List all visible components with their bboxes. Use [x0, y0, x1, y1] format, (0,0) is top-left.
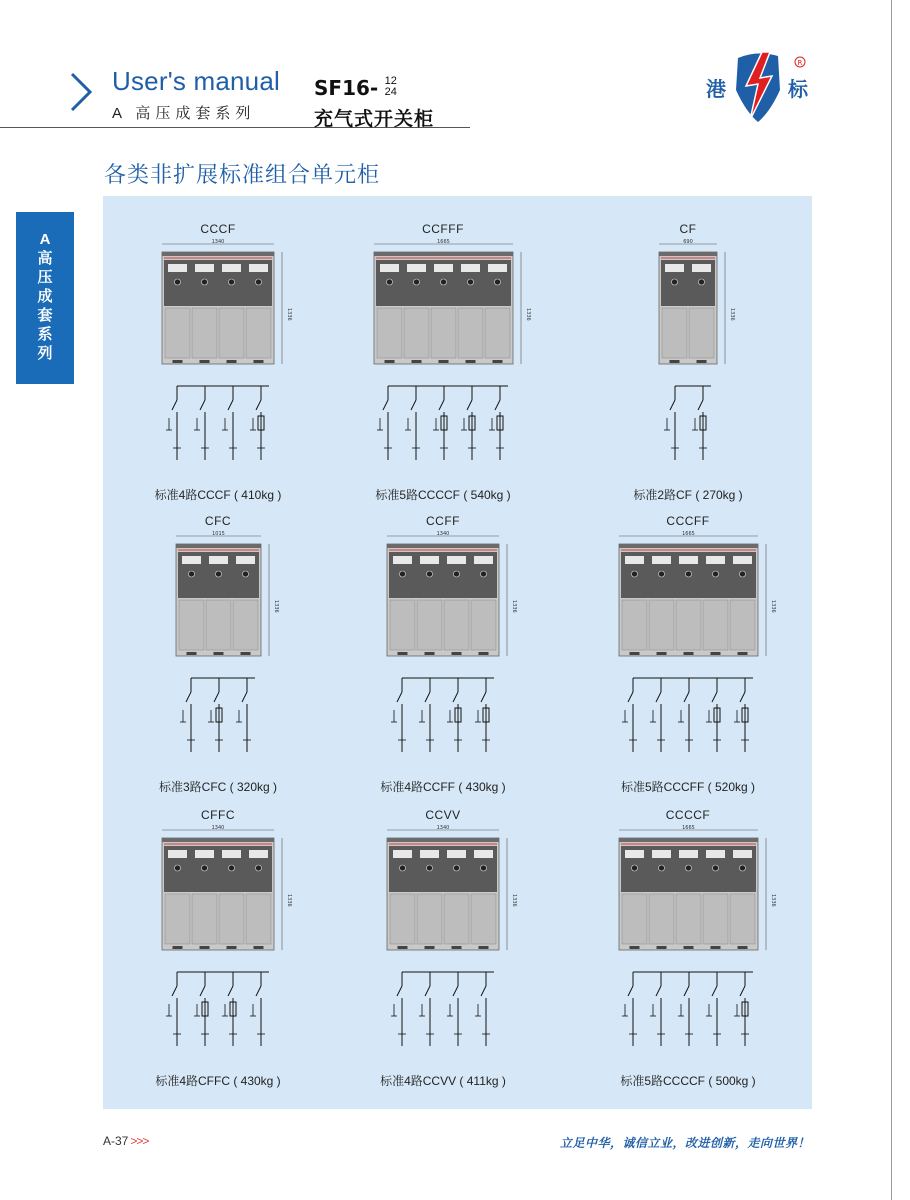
cabinet-indicator-panel [168, 850, 187, 858]
cabinet-operating-knob [229, 279, 235, 285]
cabinet-busbar [176, 544, 261, 548]
cabinet-door [703, 600, 728, 650]
unit-code: CCVV [425, 808, 461, 822]
single-line-diagram [171, 674, 265, 758]
cabinet-door [219, 894, 244, 944]
width-dimension-label: 1340 [211, 239, 225, 245]
series-subtitle: A 高压成套系列 [112, 105, 256, 122]
model-voltage-bottom: 24 [384, 86, 397, 98]
cabinet-door [622, 894, 647, 944]
schematic-switch [628, 692, 633, 702]
cabinet-front-view [170, 530, 295, 672]
height-dimension-label: 1336 [511, 894, 517, 907]
cabinet-foot [384, 360, 394, 363]
cabinet-busbar [387, 838, 499, 842]
product-name: 充气式开关柜 [314, 109, 435, 130]
single-line-diagram [382, 968, 504, 1052]
cabinet-door [485, 308, 510, 358]
cabinet-indicator-panel [706, 556, 725, 564]
cabinet-door [730, 600, 755, 650]
cabinet-indicator-panel [249, 850, 268, 858]
cabinet-operating-knob [454, 865, 460, 871]
cabinet-indicator-panel [474, 850, 493, 858]
width-dimension-label: 1340 [211, 825, 225, 831]
single-line-diagram [613, 968, 763, 1052]
unit-caption: 标准4路CFFC ( 430kg ) [155, 1074, 281, 1088]
chevron-right-icon [68, 70, 94, 114]
svg-text:标: 标 [788, 77, 808, 101]
cabinet-operating-knob [712, 865, 718, 871]
cabinet-foot [737, 652, 747, 655]
model-voltage [385, 76, 397, 98]
unit-caption: 标准4路CCFF ( 430kg ) [380, 780, 506, 794]
cabinet-foot [398, 652, 408, 655]
cabinet-door [377, 308, 402, 358]
cabinet-indicator-panel [195, 264, 214, 272]
cabinet-foot [710, 652, 720, 655]
schematic-switch [256, 986, 261, 996]
cabinet-door [179, 600, 204, 650]
cabinet-indicator-panel [679, 850, 698, 858]
schematic-switch [467, 400, 472, 410]
cabinet-operating-knob [202, 865, 208, 871]
single-line-diagram [655, 382, 721, 466]
cabinet-indicator-panel [209, 556, 228, 564]
cabinet-operating-knob [685, 571, 691, 577]
unit-code: CCFF [426, 514, 460, 528]
cabinet-foot [254, 360, 264, 363]
cabinet-foot [227, 946, 237, 949]
cabinet-indicator-panel [625, 850, 644, 858]
schematic-switch [628, 986, 633, 996]
cabinet-operating-knob [400, 571, 406, 577]
cabinet-door [676, 894, 701, 944]
cabinet-indicator-panel [652, 850, 671, 858]
cabinet-indicator-panel [733, 850, 752, 858]
unit-caption: 标准5路CCCFF ( 520kg ) [620, 780, 756, 794]
cabinet-operating-knob [739, 571, 745, 577]
cabinet-foot [452, 946, 462, 949]
cabinet-door [444, 894, 469, 944]
cabinet-door [206, 600, 231, 650]
schematic-switch [481, 986, 486, 996]
cabinet-operating-knob [215, 571, 221, 577]
cabinet-busbar [162, 252, 274, 256]
cabinet-operating-knob [256, 865, 262, 871]
schematic-switch [453, 692, 458, 702]
schematic-switch [425, 692, 430, 702]
cabinet-indicator-panel [380, 264, 399, 272]
cabinet-operating-knob [712, 571, 718, 577]
cabinet-busbar [659, 252, 717, 256]
cabinet-door [662, 308, 687, 358]
cabinet-operating-knob [188, 571, 194, 577]
single-line-diagram [157, 968, 279, 1052]
unit-code: CFC [204, 514, 232, 528]
schematic-switch [712, 986, 717, 996]
height-dimension-label: 1336 [286, 308, 292, 321]
schematic-switch [453, 986, 458, 996]
cabinet-door [390, 600, 415, 650]
manual-title: User's manual [112, 66, 280, 96]
cabinet-foot [411, 360, 421, 363]
cabinet-operating-knob [672, 279, 678, 285]
section-title: 各类非扩展标准组合单元柜 [104, 162, 381, 187]
height-dimension-label: 1336 [769, 600, 776, 613]
cabinet-operating-knob [494, 279, 500, 285]
unit-code: CF [679, 222, 697, 236]
cabinet-operating-knob [400, 865, 406, 871]
cabinet-foot [479, 652, 489, 655]
cabinet-front-view [156, 824, 308, 966]
cabinet-foot [683, 946, 693, 949]
cabinet-indicator-panel [393, 556, 412, 564]
cabinet-operating-knob [229, 865, 235, 871]
schematic-switch [397, 986, 402, 996]
cabinet-foot [683, 652, 693, 655]
schematic-switch [397, 692, 402, 702]
schematic-switch [228, 986, 233, 996]
unit-caption: 标准4路CCCF ( 410kg ) [154, 488, 282, 502]
cabinet-foot [465, 360, 475, 363]
schematic-switch [383, 400, 388, 410]
schematic-switch [684, 692, 689, 702]
cabinet-foot [438, 360, 448, 363]
cabinet-foot [452, 652, 462, 655]
cabinet-foot [200, 360, 210, 363]
cabinet-operating-knob [386, 279, 392, 285]
schematic-switch [256, 400, 261, 410]
cabinet-indicator-panel [474, 556, 493, 564]
side-tab-char: 列 [37, 345, 53, 362]
side-tab [16, 212, 74, 384]
cabinet-door [390, 894, 415, 944]
cabinet-operating-knob [413, 279, 419, 285]
cabinet-foot [656, 652, 666, 655]
schematic-switch [495, 400, 500, 410]
cabinet-busbar [619, 838, 758, 842]
cabinet-busbar [619, 544, 758, 548]
cabinet-indicator-panel [652, 556, 671, 564]
cabinet-indicator-panel [679, 556, 698, 564]
cabinet-door [458, 308, 483, 358]
schematic-switch [740, 986, 745, 996]
schematic-switch [684, 986, 689, 996]
cabinet-foot [240, 652, 250, 655]
cabinet-door [246, 308, 271, 358]
single-line-diagram [157, 382, 279, 466]
units-panel [103, 196, 812, 1109]
height-dimension-label: 1336 [511, 600, 517, 613]
side-tab-char: 套 [37, 307, 53, 324]
cabinet-operating-knob [427, 865, 433, 871]
cabinet-busbar [387, 544, 499, 548]
cabinet-indicator-panel [236, 556, 255, 564]
cabinet-front-view [381, 530, 533, 672]
cabinet-door [219, 308, 244, 358]
schematic-switch [242, 692, 247, 702]
cabinet-operating-knob [202, 279, 208, 285]
cabinet-foot [173, 946, 183, 949]
cabinet-indicator-panel [461, 264, 480, 272]
cabinet-operating-knob [175, 865, 181, 871]
cabinet-operating-knob [440, 279, 446, 285]
schematic-switch [698, 400, 703, 410]
unit-code: CCCF [200, 222, 236, 236]
cabinet-door [730, 894, 755, 944]
svg-text:R: R [797, 59, 803, 67]
cabinet-door [192, 894, 217, 944]
cabinet-indicator-panel [182, 556, 201, 564]
unit-caption: 标准4路CCVV ( 411kg ) [380, 1074, 506, 1088]
cabinet-front-view [381, 824, 533, 966]
page-arrows: >>> [130, 1134, 149, 1148]
cabinet-foot [173, 360, 183, 363]
cabinet-foot [629, 946, 639, 949]
cabinet-busbar [374, 252, 513, 256]
cabinet-busbar [162, 838, 274, 842]
cabinet-operating-knob [631, 571, 637, 577]
schematic-switch [656, 986, 661, 996]
schematic-switch [186, 692, 191, 702]
cabinet-front-view [613, 824, 792, 966]
single-line-diagram [613, 674, 763, 758]
model-main: SF16- [314, 76, 379, 100]
schematic-switch [228, 400, 233, 410]
cabinet-door [165, 308, 190, 358]
footer-slogan: 立足中华，诚信立业，改进创新，走向世界！ [559, 1136, 810, 1150]
cabinet-indicator-panel [168, 264, 187, 272]
cabinet-operating-knob [685, 865, 691, 871]
page-trim-line [891, 0, 892, 1200]
width-dimension-label: 1665 [681, 531, 695, 537]
schematic-switch [411, 400, 416, 410]
width-dimension-label: 1665 [681, 825, 695, 831]
height-dimension-label: 1336 [286, 894, 292, 907]
width-dimension-label: 1665 [436, 239, 450, 245]
cabinet-door [622, 600, 647, 650]
cabinet-door [649, 600, 674, 650]
cabinet-operating-knob [739, 865, 745, 871]
cabinet-foot [254, 946, 264, 949]
cabinet-operating-knob [631, 865, 637, 871]
cabinet-front-view [653, 238, 751, 380]
height-dimension-label: 1336 [729, 308, 735, 321]
cabinet-indicator-panel [665, 264, 684, 272]
cabinet-door [246, 894, 271, 944]
svg-text:港: 港 [706, 77, 726, 101]
cabinet-operating-knob [454, 571, 460, 577]
schematic-switch [481, 692, 486, 702]
cabinet-foot [398, 946, 408, 949]
schematic-switch [439, 400, 444, 410]
height-dimension-label: 1336 [769, 894, 776, 907]
single-line-diagram [382, 674, 504, 758]
cabinet-operating-knob [467, 279, 473, 285]
cabinet-indicator-panel [222, 850, 241, 858]
schematic-switch [656, 692, 661, 702]
cabinet-operating-knob [699, 279, 705, 285]
cabinet-indicator-panel [447, 850, 466, 858]
schematic-switch [670, 400, 675, 410]
cabinet-indicator-panel [733, 556, 752, 564]
cabinet-operating-knob [658, 865, 664, 871]
cabinet-door [676, 600, 701, 650]
cabinet-door [165, 894, 190, 944]
schematic-switch [712, 692, 717, 702]
cabinet-door [417, 600, 442, 650]
cabinet-foot [710, 946, 720, 949]
cabinet-door [471, 894, 496, 944]
unit-code: CCFFF [422, 222, 464, 236]
width-dimension-label: 690 [683, 239, 693, 245]
cabinet-foot [492, 360, 502, 363]
cabinet-operating-knob [481, 865, 487, 871]
cabinet-foot [200, 946, 210, 949]
schematic-switch [200, 400, 205, 410]
cabinet-operating-knob [658, 571, 664, 577]
brand-logo [700, 46, 820, 130]
model-voltage-top: 12 [384, 75, 397, 87]
cabinet-indicator-panel [420, 850, 439, 858]
model-number [314, 76, 397, 100]
cabinet-indicator-panel [488, 264, 507, 272]
unit-caption: 标准5路CCCCF ( 540kg ) [375, 488, 511, 502]
cabinet-foot [670, 360, 680, 363]
cabinet-front-view [368, 238, 547, 380]
cabinet-door [471, 600, 496, 650]
cabinet-operating-knob [175, 279, 181, 285]
unit-caption: 标准2路CF ( 270kg ) [633, 488, 743, 502]
cabinet-front-view [156, 238, 308, 380]
side-tab-char: 高 [37, 250, 53, 267]
cabinet-operating-knob [242, 571, 248, 577]
cabinet-foot [227, 360, 237, 363]
cabinet-indicator-panel [407, 264, 426, 272]
cabinet-foot [479, 946, 489, 949]
cabinet-indicator-panel [222, 264, 241, 272]
cabinet-indicator-panel [434, 264, 453, 272]
schematic-switch [425, 986, 430, 996]
side-tab-char: 压 [37, 269, 53, 286]
single-line-diagram [368, 382, 518, 466]
cabinet-door [404, 308, 429, 358]
side-tab-char: 成 [37, 288, 53, 305]
unit-code: CCCCF [665, 808, 711, 822]
cabinet-door [649, 894, 674, 944]
unit-caption: 标准3路CFC ( 320kg ) [158, 780, 278, 794]
page-number [103, 1134, 148, 1148]
cabinet-indicator-panel [447, 556, 466, 564]
cabinet-operating-knob [481, 571, 487, 577]
height-dimension-label: 1336 [272, 600, 279, 613]
page-number-text: A-37 [103, 1134, 129, 1148]
schematic-switch [172, 986, 177, 996]
cabinet-operating-knob [256, 279, 262, 285]
cabinet-front-view [613, 530, 792, 672]
cabinet-door [417, 894, 442, 944]
cabinet-foot [213, 652, 223, 655]
height-dimension-label: 1336 [524, 308, 531, 321]
cabinet-foot [656, 946, 666, 949]
cabinet-foot [737, 946, 747, 949]
cabinet-operating-knob [427, 571, 433, 577]
cabinet-foot [425, 946, 435, 949]
unit-code: CCCFF [666, 514, 710, 528]
cabinet-indicator-panel [249, 264, 268, 272]
schematic-switch [214, 692, 219, 702]
cabinet-foot [425, 652, 435, 655]
cabinet-indicator-panel [692, 264, 711, 272]
cabinet-indicator-panel [393, 850, 412, 858]
cabinet-door [431, 308, 456, 358]
cabinet-door [689, 308, 714, 358]
width-dimension-label: 1015 [211, 531, 225, 537]
cabinet-door [703, 894, 728, 944]
unit-caption: 标准5路CCCCF ( 500kg ) [620, 1074, 756, 1088]
cabinet-indicator-panel [420, 556, 439, 564]
cabinet-foot [629, 652, 639, 655]
schematic-switch [740, 692, 745, 702]
cabinet-indicator-panel [625, 556, 644, 564]
side-tab-char: 系 [37, 326, 53, 343]
cabinet-door [444, 600, 469, 650]
cabinet-indicator-panel [195, 850, 214, 858]
width-dimension-label: 1340 [436, 825, 450, 831]
cabinet-indicator-panel [706, 850, 725, 858]
cabinet-door [192, 308, 217, 358]
width-dimension-label: 1340 [436, 531, 450, 537]
schematic-switch [200, 986, 205, 996]
unit-code: CFFC [201, 808, 235, 822]
cabinet-foot [697, 360, 707, 363]
side-tab-char: A [39, 231, 51, 248]
cabinet-foot [186, 652, 196, 655]
schematic-switch [172, 400, 177, 410]
cabinet-door [233, 600, 258, 650]
